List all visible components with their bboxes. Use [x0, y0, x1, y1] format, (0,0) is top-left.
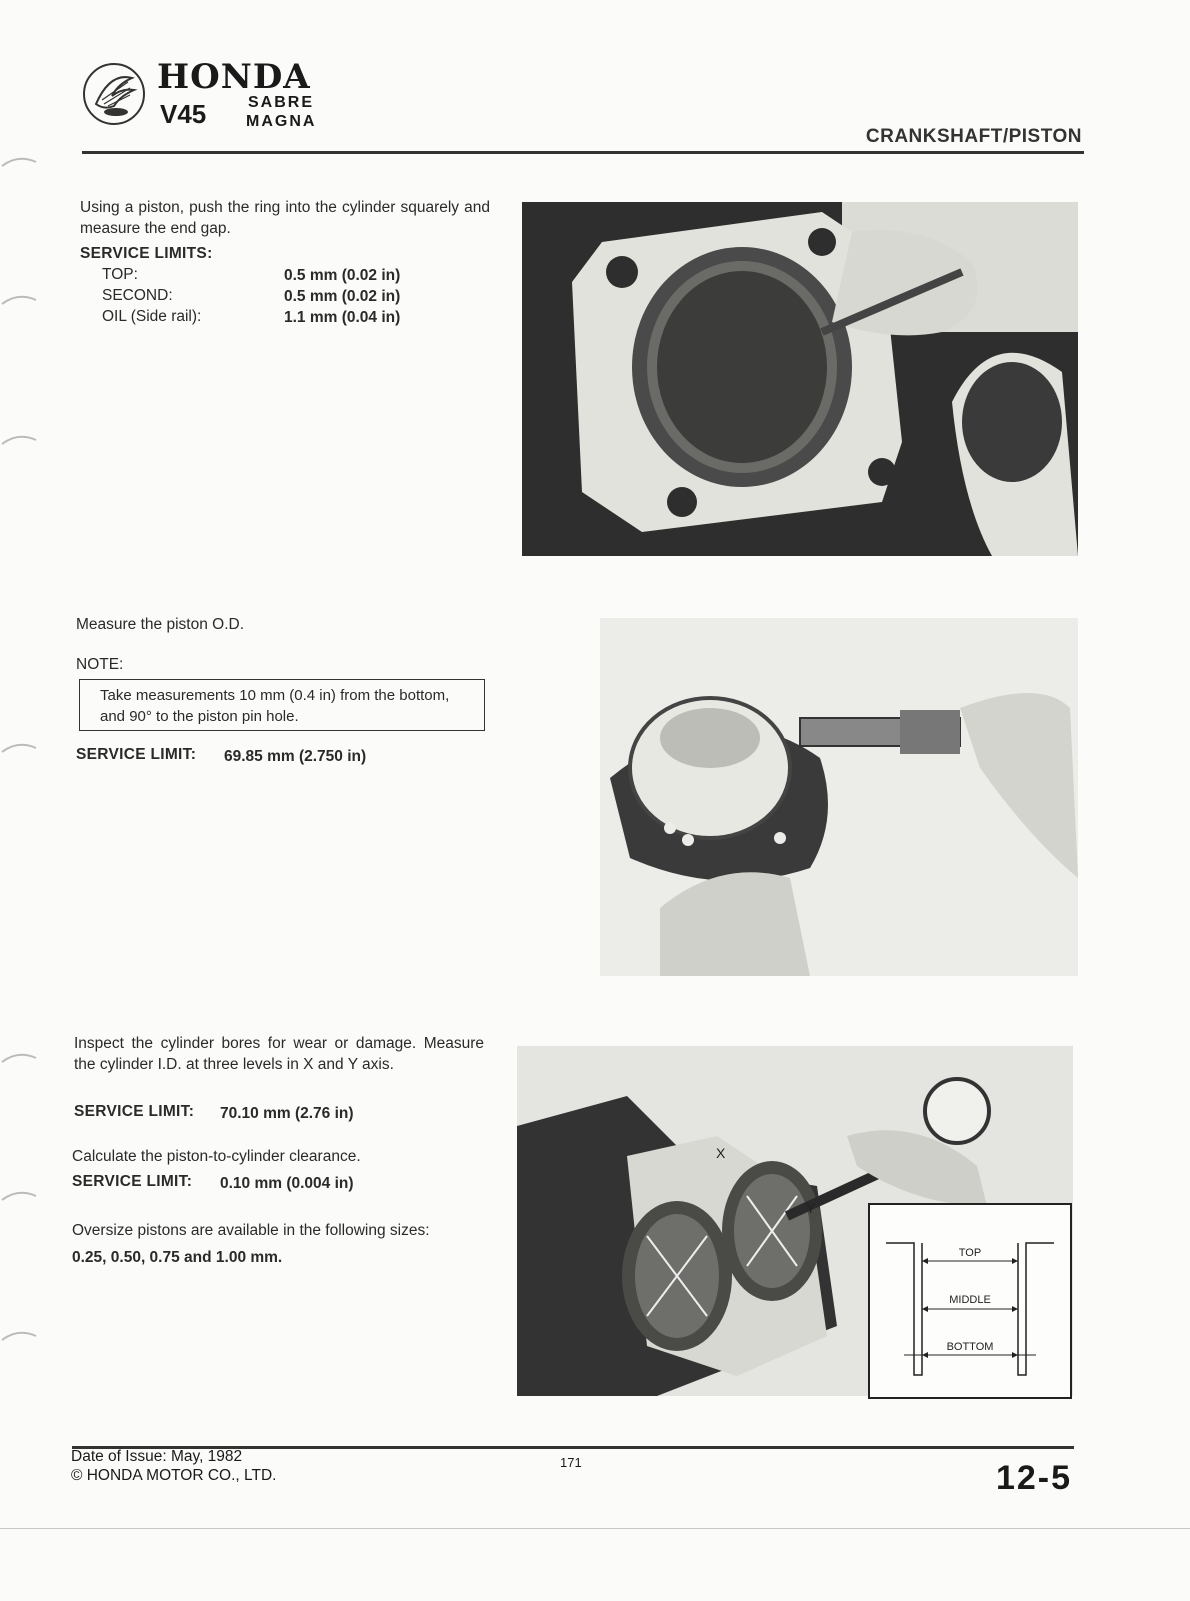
piston-limit-label: SERVICE LIMIT:: [76, 746, 197, 763]
binder-mark: [0, 1048, 38, 1068]
ring-end-gap-instruction: Using a piston, push the ring into the cylinder squarely and measure the end gap.: [80, 199, 490, 237]
piston-limit-value: 69.85 mm (2.750 in): [224, 748, 367, 765]
bore-level-diagram: [868, 1203, 1072, 1399]
limit-row-second-label: SECOND:: [102, 287, 173, 304]
clearance-instruction: Calculate the piston-to-cylinder clearance.: [72, 1148, 361, 1165]
limit-row-oil-value: 1.1 mm (0.04 in): [284, 309, 401, 326]
honda-wing-logo: [82, 62, 146, 126]
section-title: CRANKSHAFT/PISTON: [865, 126, 1082, 147]
model-name: V45: [160, 99, 207, 129]
limit-row-oil-label: OIL (Side rail):: [102, 308, 202, 325]
page-number: 171: [560, 1455, 582, 1470]
level-label-top: TOP: [958, 1247, 982, 1259]
limit-row-second-value: 0.5 mm (0.02 in): [284, 288, 401, 305]
copyright: © HONDA MOTOR CO., LTD.: [71, 1467, 277, 1484]
axis-label-y: Y: [806, 1200, 816, 1216]
cylinder-limit-label: SERVICE LIMIT:: [74, 1103, 195, 1120]
clearance-limit-value: 0.10 mm (0.004 in): [220, 1175, 354, 1192]
limit-row-top-value: 0.5 mm (0.02 in): [284, 267, 401, 284]
binder-mark: [0, 1326, 38, 1346]
model-variant-sabre: SABRE: [248, 94, 315, 111]
binder-mark: [0, 1186, 38, 1206]
binder-mark: [0, 738, 38, 758]
issue-date: Date of Issue: May, 1982: [71, 1448, 243, 1465]
oversize-sizes: 0.25, 0.50, 0.75 and 1.00 mm.: [72, 1249, 283, 1266]
binder-mark: [0, 152, 38, 172]
oversize-text: Oversize pistons are available in the following sizes:: [72, 1222, 430, 1239]
note-label: NOTE:: [76, 656, 124, 673]
binder-mark: [0, 430, 38, 450]
binder-mark: [0, 290, 38, 310]
header-rule: [82, 151, 1084, 154]
level-label-middle: MIDDLE: [949, 1294, 991, 1306]
photo-piston-micrometer: [600, 618, 1078, 976]
scan-edge-line: [0, 1528, 1190, 1529]
level-label-bottom: BOTTOM: [946, 1341, 994, 1353]
brand-name: HONDA: [157, 57, 311, 97]
cylinder-inspect-instruction: Inspect the cylinder bores for wear or damage. Measure the cylinder I.D. at three levels in X and Y axis.: [74, 1035, 484, 1073]
clearance-limit-label: SERVICE LIMIT:: [72, 1173, 193, 1190]
piston-od-instruction: Measure the piston O.D.: [76, 616, 244, 633]
service-limits-heading: SERVICE LIMITS:: [80, 245, 213, 262]
model-variant-magna: MAGNA: [246, 113, 317, 130]
axis-label-x: X: [716, 1145, 726, 1161]
limit-row-top-label: TOP:: [102, 266, 138, 283]
section-page-code: 12-5: [995, 1459, 1072, 1497]
cylinder-limit-value: 70.10 mm (2.76 in): [220, 1105, 354, 1122]
photo-ring-end-gap: [522, 202, 1078, 556]
note-box: Take measurements 10 mm (0.4 in) from the bottom, and 90° to the piston pin hole.: [79, 679, 485, 731]
